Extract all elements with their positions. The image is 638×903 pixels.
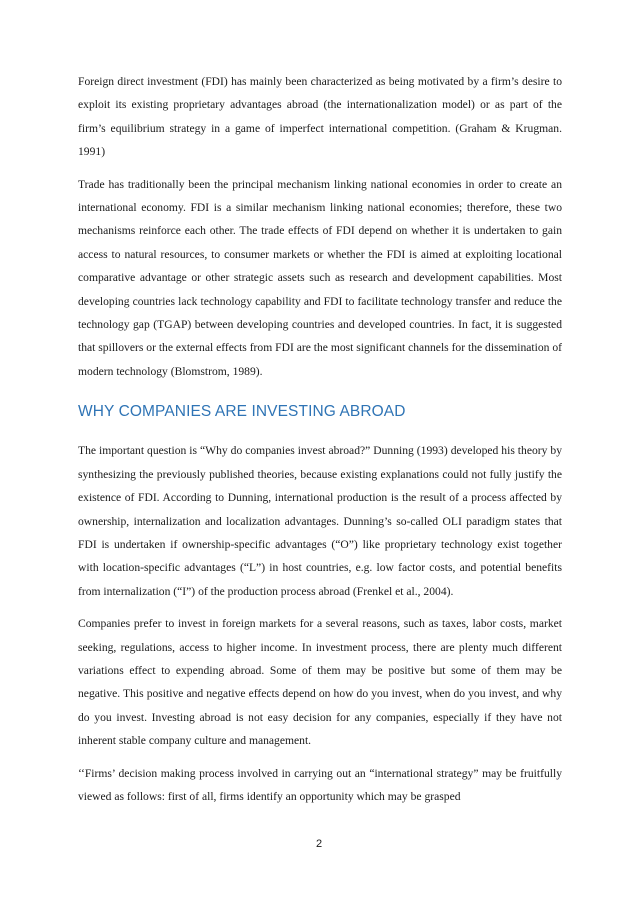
paragraph-trade-mechanism: Trade has traditionally been the principal mechanism linking national economies in order to create an international economy. FDI is a similar mechanism linking national economies; therefore, these two mechanisms reinforce each other. The trade effects of FDI depend on whether it is undertaken to gain access to natural resources, to consumer markets or whether the FDI is aimed at exploiting locational comparative advantage or other strategic assets such as research and development capabilities. Most developing countries lack technology capability and FDI to facilitate technology transfer and reduce the technology gap (TGAP) between developing countries and developed countries. In fact, it is suggested that spillovers or the external effects from FDI are the most significant channels for the dissemination of modern technology (Blomstrom, 1989). — [78, 177, 563, 378]
paragraph-investment-reasons: Companies prefer to invest in foreign markets for a several reasons, such as taxes, labor costs, market seeking, regulations, access to higher income. In investment process, there are plenty much different variations effect to expending abroad. Some of them may be positive but some of them may be negative. This positive and negative effects depend on how do you invest, when do you invest, and why do you invest. Investing abroad is not easy decision for any companies, especially if they have not inherent stable company culture and management. — [78, 617, 562, 748]
paragraph-fdi-definition: Foreign direct investment (FDI) has mainly been characterized as being motivated by a firm’s desire to exploit its existing proprietary advantages abroad (the internationalization model) or as part of the firm’s equilibrium strategy in a game of imperfect international competition. (Graham & Krugman. 1991) — [78, 75, 562, 159]
section-heading: WHY COMPANIES ARE INVESTING ABROAD — [78, 403, 406, 421]
paragraph-oli-paradigm: The important question is “Why do companies invest abroad?” Dunning (1993) developed his theory by synthesizing the previously published theories, because existing explanations could not fully justify the existence of FDI. According to Dunning, international production is the result of a process affected by ownership, internalization and localization advantages. Dunning’s so-called OLI paradigm states that FDI is undertaken if ownership-specific advantages (“O”) like proprietary technology exist together with location-specific advantages (“L”) in host countries, e.g. low factor costs, and potential benefits from internalization (“I”) of the production process abroad (Frenkel et al., 2004). — [78, 444, 562, 598]
paragraph-decision-process: ‘‘Firms’ decision making process involved in carrying out an “international strategy” may be fruitfully viewed as follows: first of all, firms identify an opportunity which may be grasped — [78, 766, 562, 803]
page-content — [78, 70, 562, 817]
page-number: 2 — [315, 838, 323, 850]
